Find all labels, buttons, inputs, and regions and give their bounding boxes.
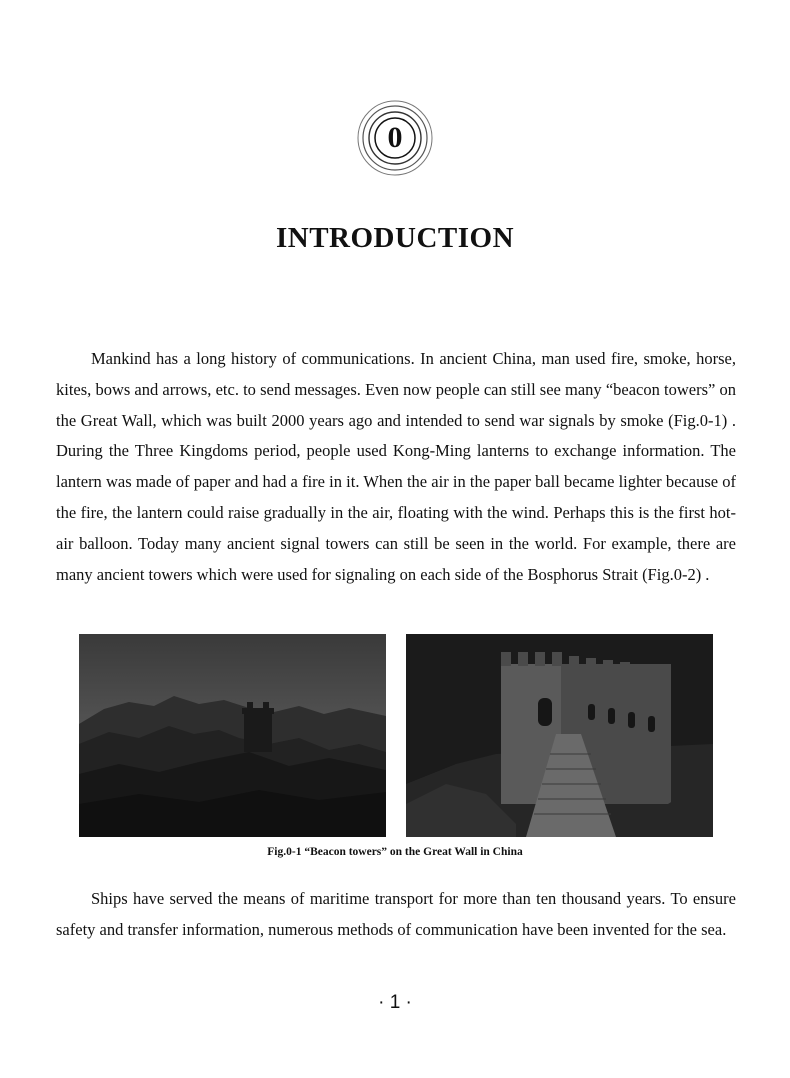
chapter-badge (355, 98, 435, 178)
beacon-tower-photo (406, 634, 713, 837)
chapter-title: INTRODUCTION (275, 222, 515, 254)
body-paragraph-2: Ships have served the means of maritime transport for more than ten thousand years. To ensure safety and transfer information, numerous methods of communication have been invented for the sea. (56, 889, 736, 939)
chapter-number: 0 (387, 121, 403, 154)
figure-caption: Fig.0-1 “Beacon towers” on the Great Wall in China (267, 846, 523, 858)
page-number: · 1 · (378, 992, 412, 1013)
body-paragraph-1: Mankind has a long history of communications. In ancient China, man used fire, smoke, horse, kites, bows and arrows, etc. to send messages. Even now people can still see many “beacon towers” on the Great Wall, which was built 2000 years ago and intended to send war signals by smoke (Fig.0-1) . During the Three Kingdoms period, people used Kong-Ming lanterns to exchange information. The lantern was made of paper and had a fire in it. When the air in the paper ball became lighter because of the fire, the lantern could raise gradually in the air, floating with the wind. Perhaps this is the first hot-air balloon. Today many ancient signal towers can still be seen in the world. For example, there are many ancient towers which were used for signaling on each side of the Bosphorus Strait (Fig.0-2) . (56, 349, 736, 584)
great-wall-mountains-photo (79, 634, 386, 837)
